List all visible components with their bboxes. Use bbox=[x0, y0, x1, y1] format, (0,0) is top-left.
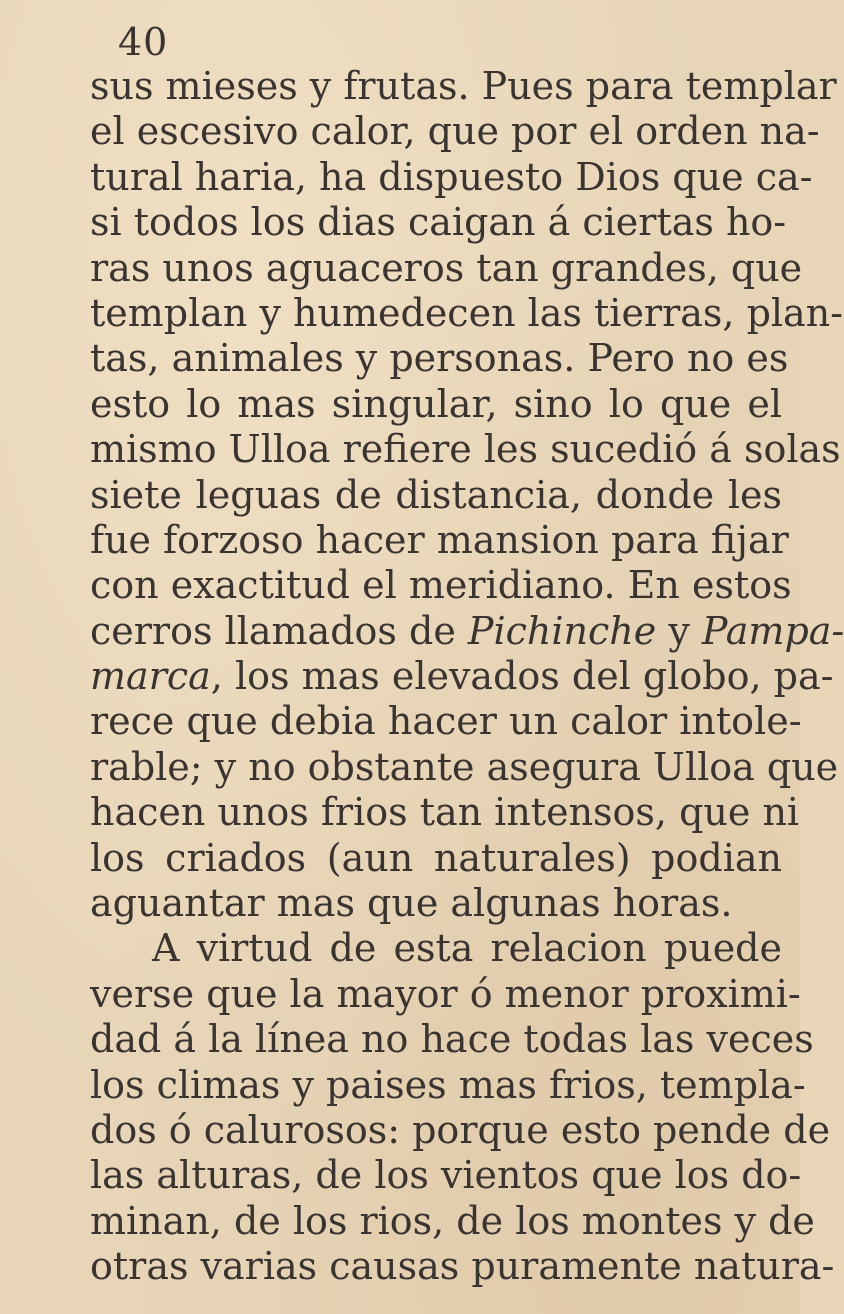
text-line bbox=[90, 1017, 814, 1062]
text-segment: las alturas, de los vientos que los do- bbox=[90, 1153, 802, 1198]
text-segment: minan, de los rios, de los montes y de bbox=[90, 1198, 815, 1243]
text-line bbox=[90, 1107, 831, 1153]
text-line bbox=[90, 473, 782, 518]
text-segment: mismo Ulloa refiere les sucedió á solas bbox=[90, 427, 841, 472]
text-segment: fue forzoso hacer mansion para fijar bbox=[90, 517, 789, 562]
text-segment: , los mas elevados del globo, pa- bbox=[210, 654, 834, 699]
text-segment: los criados (aun naturales) podian bbox=[90, 835, 782, 880]
text-line bbox=[90, 608, 844, 654]
italic-text: Pampa- bbox=[701, 608, 844, 653]
text-segment: dad á la línea no hace todas las veces bbox=[90, 1017, 814, 1062]
text-line bbox=[90, 790, 800, 835]
text-line bbox=[90, 245, 803, 291]
text-segment: templan y humedecen las tierras, plan- bbox=[90, 290, 844, 335]
text-segment: verse que la mayor ó menor proximi- bbox=[90, 971, 801, 1016]
text-line bbox=[90, 699, 802, 744]
text-segment: aguantar mas que algunas horas. bbox=[90, 881, 733, 926]
text-segment: tas, animales y personas. Pero no es bbox=[90, 336, 789, 381]
body-text bbox=[90, 64, 844, 1290]
italic-text: Pichinche bbox=[467, 608, 657, 653]
text-line bbox=[90, 517, 789, 563]
text-line bbox=[90, 382, 782, 427]
italic-text: marca bbox=[90, 654, 211, 699]
text-segment: hacen unos frios tan intensos, que ni bbox=[90, 790, 800, 835]
text-line bbox=[90, 563, 792, 608]
text-line bbox=[90, 154, 813, 200]
text-segment: A virtud de esta relacion puede bbox=[152, 926, 782, 971]
text-line bbox=[90, 881, 782, 926]
text-segment: dos ó calurosos: porque esto pende de bbox=[90, 1107, 831, 1152]
text-line bbox=[90, 200, 787, 245]
text-line bbox=[90, 744, 839, 790]
text-line bbox=[90, 1062, 806, 1108]
text-segment: tural haria, ha dispuesto Dios que ca- bbox=[90, 154, 813, 199]
text-segment: cerros llamados de bbox=[90, 608, 468, 653]
text-segment: rable; y no obstante asegura Ulloa que bbox=[90, 744, 839, 789]
text-segment: y bbox=[656, 608, 702, 653]
text-line bbox=[90, 336, 789, 381]
text-line bbox=[90, 109, 820, 154]
text-segment: ras unos aguaceros tan grandes, que bbox=[90, 245, 803, 290]
text-line bbox=[90, 971, 801, 1017]
text-segment: sus mieses y frutas. Pues para templar bbox=[90, 64, 837, 108]
text-segment: otras varias causas puramente natura- bbox=[90, 1244, 835, 1289]
text-segment: el escesivo calor, que por el orden na- bbox=[90, 109, 820, 154]
text-segment: si todos los dias caigan á ciertas ho- bbox=[90, 200, 787, 245]
text-line bbox=[90, 836, 782, 881]
text-segment: con exactitud el meridiano. En estos bbox=[90, 563, 792, 608]
text-line bbox=[90, 1153, 802, 1198]
text-segment: esto lo mas singular, sino lo que el bbox=[90, 381, 782, 426]
text-line bbox=[90, 1244, 835, 1289]
text-segment: los climas y paises mas frios, templa- bbox=[90, 1062, 806, 1107]
text-line bbox=[90, 926, 782, 971]
text-line bbox=[90, 427, 841, 472]
text-line bbox=[90, 654, 834, 699]
text-line bbox=[90, 1198, 815, 1244]
text-segment: siete leguas de distancia, donde les bbox=[90, 472, 782, 517]
page-number: 40 bbox=[118, 20, 169, 64]
text-line bbox=[90, 64, 837, 109]
text-segment: rece que debia hacer un calor intole- bbox=[90, 699, 802, 744]
text-line bbox=[90, 290, 844, 336]
